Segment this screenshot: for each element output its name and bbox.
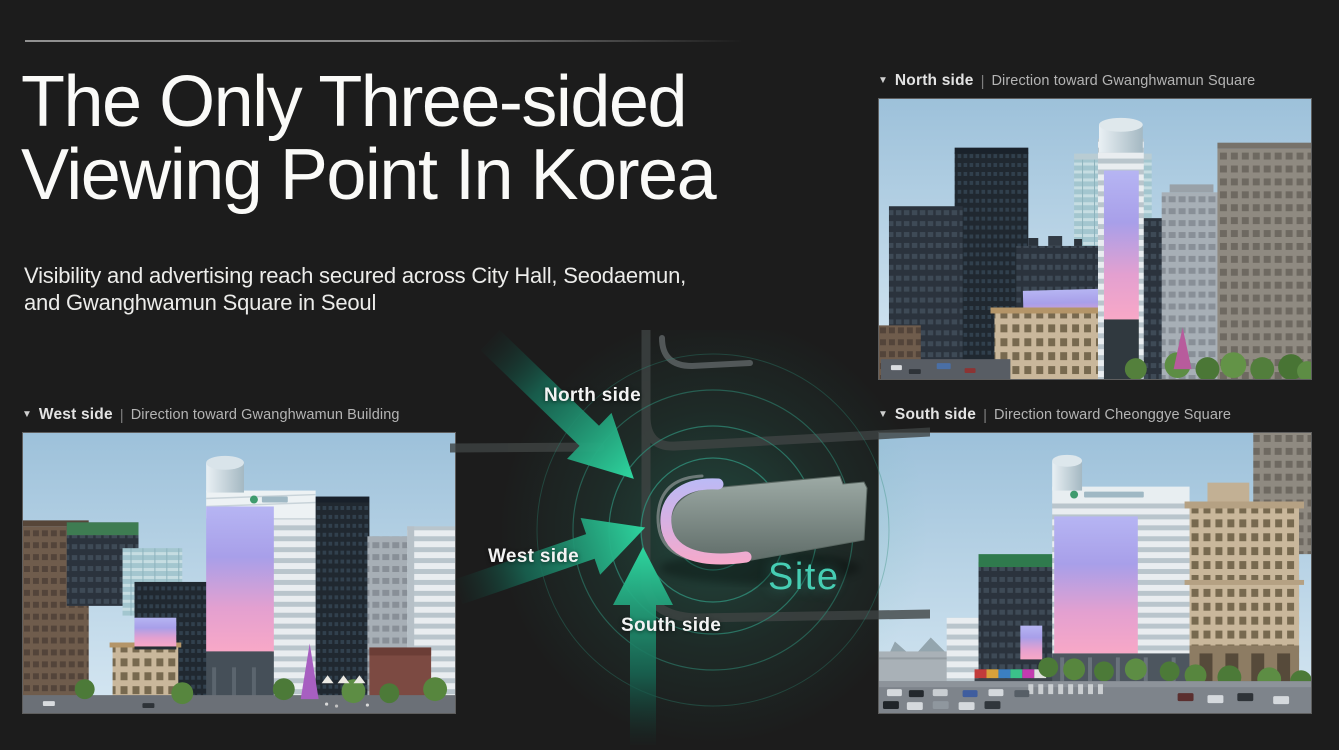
south-panel-side-name: South side (894, 406, 977, 423)
diagram-west-label: West side (488, 546, 580, 567)
main-led-billboard (206, 506, 274, 651)
south-panel-description: Direction toward Cheonggye Square (994, 407, 1232, 423)
diagram-site-label: Site (768, 556, 840, 598)
main-led-billboard (1104, 170, 1139, 319)
subtitle-line-2: and Gwanghwamun Square in Seoul (24, 290, 377, 315)
subtitle-line-1: Visibility and advertising reach secured across City Hall, Seodaemun, (24, 263, 687, 288)
title-line-2: Viewing Point In Korea (21, 135, 716, 215)
west-panel-label (22, 405, 400, 425)
title-line-1: The Only Three-sided (21, 62, 687, 142)
label-divider: | (983, 406, 988, 424)
north-panel-description: Direction toward Gwanghwamun Square (991, 73, 1256, 89)
page-title (21, 62, 716, 215)
label-divider: | (119, 406, 124, 424)
north-panel-side-name: North side (894, 72, 974, 89)
north-cityscape-graphic (879, 99, 1311, 379)
south-side-photo (878, 432, 1312, 714)
diagram-south-label: South side (621, 615, 722, 636)
label-divider: | (980, 72, 985, 90)
small-led-billboard (1020, 626, 1042, 660)
south-panel-label (878, 405, 1231, 425)
triangle-down-icon: ▼ (878, 75, 888, 86)
top-divider-line (25, 40, 743, 42)
south-cityscape-graphic (879, 433, 1311, 713)
north-panel-label (878, 71, 1255, 91)
small-led-billboard (134, 618, 176, 647)
subtitle (24, 262, 686, 316)
triangle-down-icon: ▼ (22, 409, 32, 420)
site-direction-diagram (450, 330, 930, 750)
west-cityscape-graphic (23, 433, 455, 713)
diagram-north-label: North side (544, 385, 641, 406)
north-side-photo (878, 98, 1312, 380)
main-led-billboard (1054, 516, 1138, 653)
west-side-photo (22, 432, 456, 714)
diagram-graphic (450, 330, 930, 750)
west-panel-side-name: West side (38, 406, 113, 423)
west-panel-description: Direction toward Gwanghwamun Building (130, 407, 400, 423)
